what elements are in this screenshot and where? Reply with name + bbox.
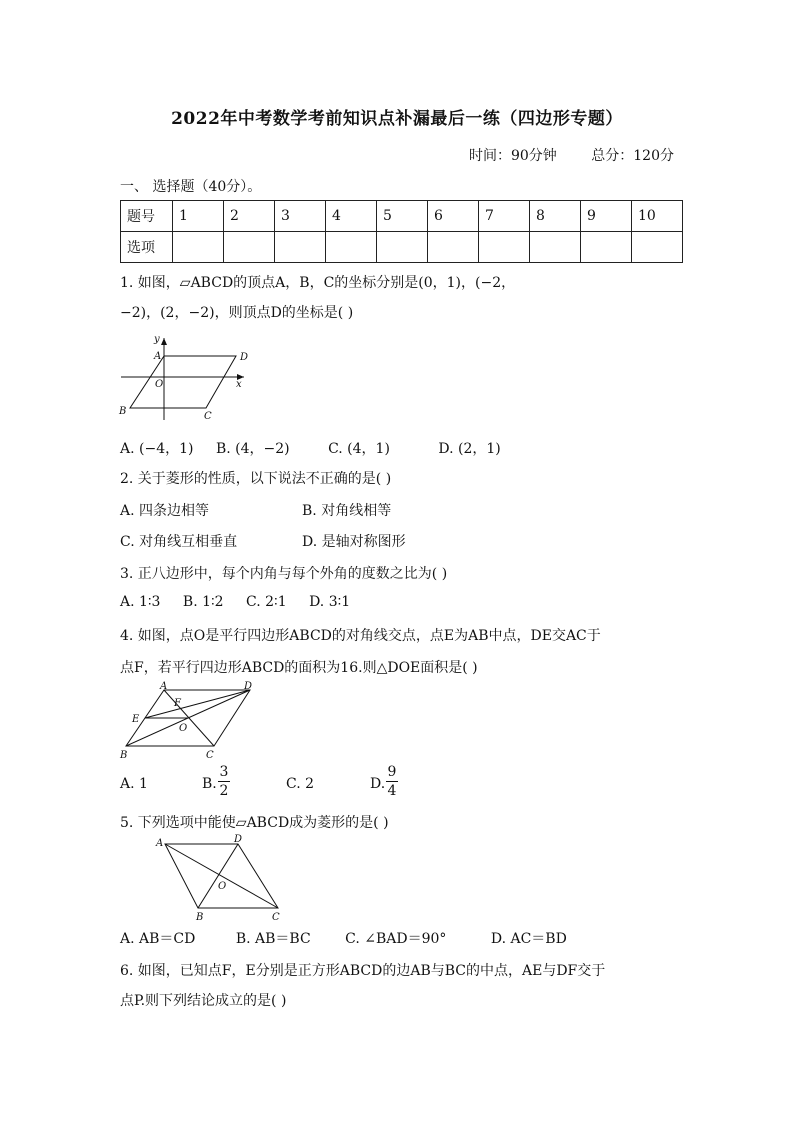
- label-c: C: [272, 912, 280, 922]
- q6-stem-line1: 6. 如图，已知点F，E分别是正方形ABCD的边AB与BC的中点，AE与DF交于: [120, 963, 606, 979]
- q6-stem-line2: 点P.则下列结论成立的是( ): [120, 993, 287, 1009]
- label-b: B: [119, 406, 127, 417]
- q1-option-b[interactable]: B. (4，−2): [215, 441, 290, 457]
- fraction-bar: [218, 781, 230, 782]
- label-o: O: [218, 881, 227, 892]
- table-cell: 7: [479, 201, 530, 232]
- q5-figure: [150, 832, 290, 922]
- label-b: B: [120, 750, 128, 761]
- label-x: x: [236, 379, 242, 390]
- q1-option-a[interactable]: A. (−4，1): [120, 441, 194, 457]
- fraction-numerator: 9: [387, 764, 397, 780]
- label-o: O: [179, 723, 188, 734]
- fraction-bar: [386, 781, 398, 782]
- time-limit: 时间：90分钟: [468, 148, 557, 164]
- q2-option-a[interactable]: A. 四条边相等: [120, 503, 210, 519]
- q3-stem: 3. 正八边形中，每个内角与每个外角的度数之比为( ): [120, 566, 448, 582]
- q4-option-b-prefix[interactable]: B.: [202, 776, 217, 792]
- q3-option-a[interactable]: A. 1∶3: [120, 594, 161, 610]
- parallelogram-abcd: [130, 356, 236, 408]
- q4-figure: [116, 680, 266, 764]
- label-c: C: [206, 750, 214, 761]
- q3-options: [120, 594, 350, 610]
- label-c: C: [204, 411, 212, 422]
- q1-option-c[interactable]: C. (4，1): [328, 441, 390, 457]
- q4-option-c[interactable]: C. 2: [286, 776, 315, 792]
- answer-cell[interactable]: [479, 232, 530, 263]
- table-cell: 1: [173, 201, 224, 232]
- q1-stem-line1: 1. 如图，▱ABCD的顶点A，B，C的坐标分别是(0，1)，(−2，: [120, 275, 516, 291]
- table-cell: 选项: [121, 232, 173, 263]
- q3-option-d[interactable]: D. 3∶1: [309, 594, 351, 610]
- table-cell: 题号: [121, 201, 173, 232]
- q1-option-d[interactable]: D. (2，1): [438, 441, 501, 457]
- q4-option-a[interactable]: A. 1: [120, 776, 148, 792]
- label-a: A: [156, 838, 164, 849]
- table-cell: 4: [326, 201, 377, 232]
- label-d: D: [240, 352, 249, 363]
- q5-stem: 5. 下列选项中能使▱ABCD成为菱形的是( ): [120, 815, 389, 831]
- table-cell: 10: [632, 201, 683, 232]
- table-cell: 9: [581, 201, 632, 232]
- diagonal-bd: [198, 844, 238, 908]
- answer-cell[interactable]: [530, 232, 581, 263]
- table-cell: 2: [224, 201, 275, 232]
- exam-meta: [439, 145, 674, 165]
- q4-stem-line1: 4. 如图，点O是平行四边形ABCD的对角线交点，点E为AB中点，DE交AC于: [120, 628, 601, 644]
- answer-cell[interactable]: [224, 232, 275, 263]
- answer-cell[interactable]: [275, 232, 326, 263]
- answer-cell[interactable]: [428, 232, 479, 263]
- q4-option-d-prefix[interactable]: D.: [370, 776, 386, 792]
- q5-option-b[interactable]: B. AB＝BC: [235, 931, 311, 947]
- q1-options: [120, 438, 501, 458]
- total-score: 总分：120分: [591, 148, 674, 164]
- table-cell: 5: [377, 201, 428, 232]
- answer-table-option-row: [121, 232, 683, 263]
- q4-option-d-fraction: [386, 764, 398, 799]
- page-title: 2022年中考数学考前知识点补漏最后一练（四边形专题）: [171, 109, 623, 129]
- q5-option-c[interactable]: C. ∠BAD＝90°: [345, 931, 447, 947]
- q2-option-c[interactable]: C. 对角线互相垂直: [120, 534, 238, 550]
- q1-figure: [116, 332, 256, 424]
- q2-stem: 2. 关于菱形的性质，以下说法不正确的是( ): [120, 471, 392, 487]
- q5-option-a[interactable]: A. AB＝CD: [120, 931, 196, 947]
- answer-cell[interactable]: [581, 232, 632, 263]
- q3-option-c[interactable]: C. 2∶1: [246, 594, 287, 610]
- q5-option-d[interactable]: D. AC＝BD: [490, 931, 567, 947]
- q1-stem-line2: −2)，(2，−2)，则顶点D的坐标是( ): [120, 305, 354, 321]
- label-b: B: [196, 912, 204, 922]
- answer-cell[interactable]: [326, 232, 377, 263]
- label-o: O: [155, 379, 164, 390]
- answer-table: [120, 200, 683, 263]
- q2-option-d[interactable]: D. 是轴对称图形: [302, 534, 406, 550]
- fraction-numerator: 3: [219, 764, 229, 780]
- section-heading: 一、 选择题（40分）。: [120, 179, 262, 195]
- q2-option-b[interactable]: B. 对角线相等: [302, 503, 392, 519]
- q3-option-b[interactable]: B. 1∶2: [182, 594, 224, 610]
- label-d: D: [234, 834, 243, 845]
- q5-options: [120, 928, 567, 948]
- answer-cell[interactable]: [377, 232, 428, 263]
- y-axis-arrow: [161, 338, 167, 345]
- label-y: y: [154, 334, 160, 345]
- table-cell: 3: [275, 201, 326, 232]
- label-a: A: [154, 351, 162, 362]
- table-cell: 8: [530, 201, 581, 232]
- label-e: E: [132, 714, 140, 725]
- table-cell: 6: [428, 201, 479, 232]
- answer-table-header-row: [121, 201, 683, 232]
- fraction-denominator: 2: [219, 783, 229, 799]
- answer-cell[interactable]: [632, 232, 683, 263]
- label-a: A: [160, 681, 168, 692]
- q4-stem-line2: 点F，若平行四边形ABCD的面积为16.则△DOE面积是( ): [120, 660, 478, 676]
- answer-cell[interactable]: [173, 232, 224, 263]
- fraction-denominator: 4: [387, 783, 397, 799]
- label-f: F: [174, 698, 181, 709]
- q4-option-b-fraction: [218, 764, 230, 799]
- label-d: D: [244, 681, 253, 692]
